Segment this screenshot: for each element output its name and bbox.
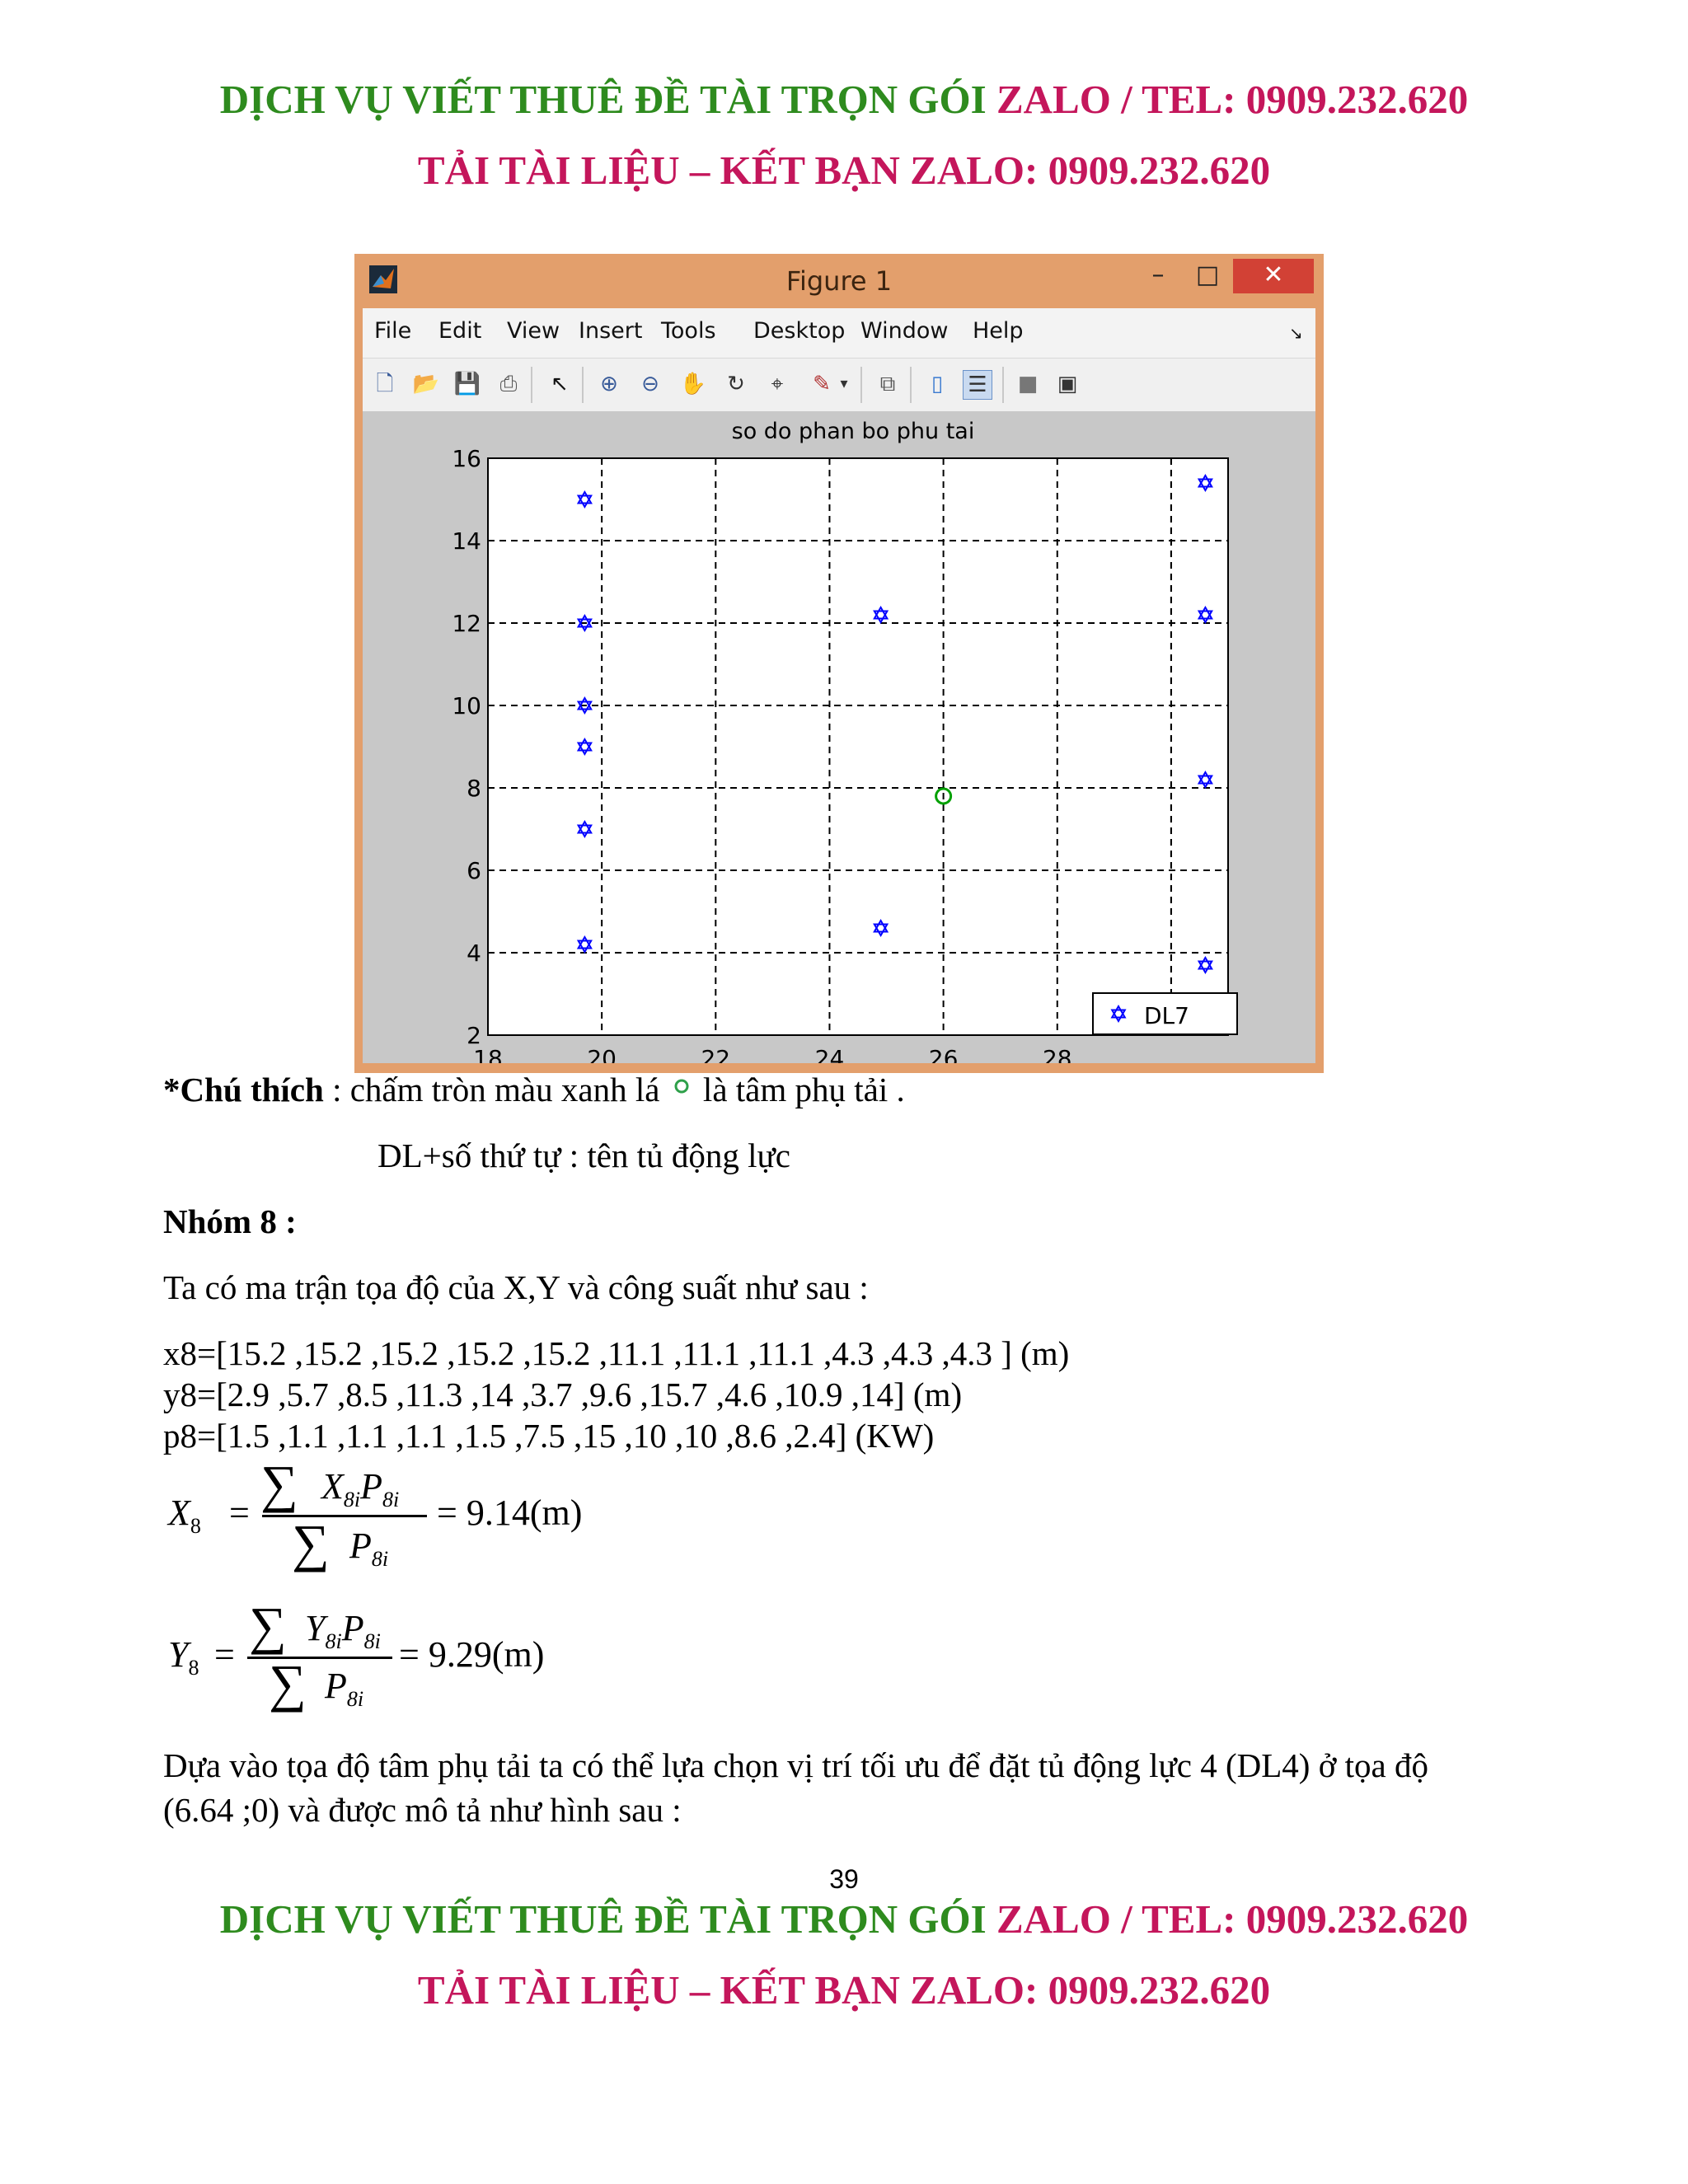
figure-menubar [363,308,1315,358]
legend-icon[interactable]: ☰ [963,370,992,400]
formula-y8: $Y_8$ = ∑ $Y_{8i}P_{8i}$ ∑ $P_{8i}$ = 9.29(m) [168,1596,545,1713]
zoom-out-icon[interactable]: ⊖ [641,372,659,396]
data-cursor-icon[interactable]: ⌖ [771,372,784,396]
dock-icon[interactable]: ▣ [1057,372,1078,396]
chart-legend [1093,993,1237,1034]
y-tick-label: 16 [452,445,481,472]
figure-canvas [363,412,1315,1063]
y-tick-label: 4 [467,940,481,967]
pan-hand-icon[interactable]: ✋ [679,372,707,396]
x-tick-label: 22 [701,1045,731,1063]
caption-line1 [163,1070,905,1109]
legend-label: DL7 [1144,1002,1189,1029]
x-tick-label: 24 [814,1045,845,1063]
caption-text2: là tâm phụ tải . [694,1071,905,1108]
formula-y8-result: = 9.29(m) [399,1634,545,1675]
rotate-icon[interactable]: ↻ [727,372,745,396]
x-tick-label: 18 [473,1045,503,1063]
page-number: 39 [829,1864,859,1894]
close-icon[interactable]: ✕ [1233,259,1314,293]
maximize-icon[interactable]: □ [1195,260,1220,289]
minimize-icon[interactable]: – [1151,260,1165,289]
menu-edit[interactable]: Edit [438,318,482,344]
x8-vector: x8=[15.2 ,15.2 ,15.2 ,15.2 ,15.2 ,11.1 ,11.1 ,11.1 ,4.3 ,4.3 ,4.3 ] (m) [163,1334,1070,1372]
menu-file[interactable]: File [374,318,412,344]
print-icon[interactable]: ⎙ [499,372,518,396]
figure-toolbar [363,358,1315,412]
zoom-in-icon[interactable]: ⊕ [600,372,618,396]
hide-tools-icon[interactable]: ■ [1017,372,1039,396]
menu-window[interactable]: Window [860,318,949,344]
header-banner-line2: TẢI TÀI LIỆU – KẾT BẠN ZALO: 0909.232.620 [417,148,1271,193]
scatter-chart [363,412,1315,1063]
y-tick-label: 10 [452,692,481,719]
plot-area [488,458,1228,1035]
x-tick-label: 20 [587,1045,617,1063]
brush-dropdown-icon[interactable]: ▾ [840,375,848,392]
formula-x8-result: = 9.14(m) [437,1493,583,1533]
conclusion-line2: (6.64 ;0) và được mô tả như hình sau : [163,1791,682,1829]
conclusion-line1: Dựa vào tọa độ tâm phụ tải ta có thể lựa chọn vị trí tối ưu để đặt tủ động lực 4 (DL4) ở tọa độ [163,1746,1428,1784]
chart-title: so do phan bo phu tai [731,419,975,444]
pointer-icon[interactable]: ↖ [551,372,569,396]
figure-title: Figure 1 [785,265,893,297]
figure-window [354,254,1324,1073]
menu-tools[interactable]: Tools [661,318,716,344]
footer-service-text: DỊCH VỤ VIẾT THUÊ ĐỀ TÀI TRỌN GÓI [219,1896,987,1942]
section-heading: Nhóm 8 : [163,1202,297,1240]
open-folder-icon[interactable]: 📂 [412,372,440,396]
dock-arrow-icon[interactable]: ↘ [1289,323,1303,343]
caption-label: *Chú thích [163,1071,324,1108]
y-tick-label: 14 [452,527,481,555]
y8-vector: y8=[2.9 ,5.7 ,8.5 ,11.3 ,14 ,3.7 ,9.6 ,15.7 ,4.6 ,10.9 ,14] (m) [163,1376,963,1413]
menu-insert[interactable]: Insert [579,318,643,344]
figure-titlebar [354,254,1324,308]
caption-line2: DL+số thứ tự : tên tủ động lực [377,1137,790,1174]
brush-icon[interactable]: ✎ [813,372,831,396]
header-contact-text: ZALO / TEL: 0909.232.620 [996,77,1469,122]
header-service-text: DỊCH VỤ VIẾT THUÊ ĐỀ TÀI TRỌN GÓI [219,77,987,122]
menu-help[interactable]: Help [973,318,1024,344]
y-tick-label: 2 [467,1022,481,1049]
x-tick-label: 28 [1042,1045,1072,1063]
footer-banner-line1 [0,1896,1688,1943]
y-tick-label: 6 [467,857,481,884]
p8-vector: p8=[1.5 ,1.1 ,1.1 ,1.1 ,1.5 ,7.5 ,15 ,10 ,10 ,8.6 ,2.4] (KW) [163,1417,935,1455]
caption-text1: : chấm tròn màu xanh lá [323,1071,668,1108]
y-tick-label: 8 [467,775,481,802]
header-banner-line1 [0,76,1688,123]
y-tick-label: 12 [452,610,481,637]
footer-banner-line2: TẢI TÀI LIỆU – KẾT BẠN ZALO: 0909.232.620 [417,1967,1271,2013]
formula-x8: $X_8$ = ∑ $X_{8i}P_{8i}$ ∑ $P_{8i}$ = 9.14(m) [168,1455,583,1572]
menu-view[interactable]: View [507,318,560,344]
green-circle-icon [672,1076,692,1096]
x-tick-label: 26 [928,1045,959,1063]
section-intro: Ta có ma trận tọa độ của X,Y và công suất như sau : [163,1268,869,1306]
menu-desktop[interactable]: Desktop [753,318,846,344]
link-icon[interactable]: ⧉ [879,372,896,396]
footer-contact-text: ZALO / TEL: 0909.232.620 [996,1896,1469,1942]
new-file-icon[interactable]: 🗋 [376,372,394,396]
save-icon[interactable]: 💾 [453,372,481,396]
colorbar-icon[interactable]: ▯ [931,372,944,396]
